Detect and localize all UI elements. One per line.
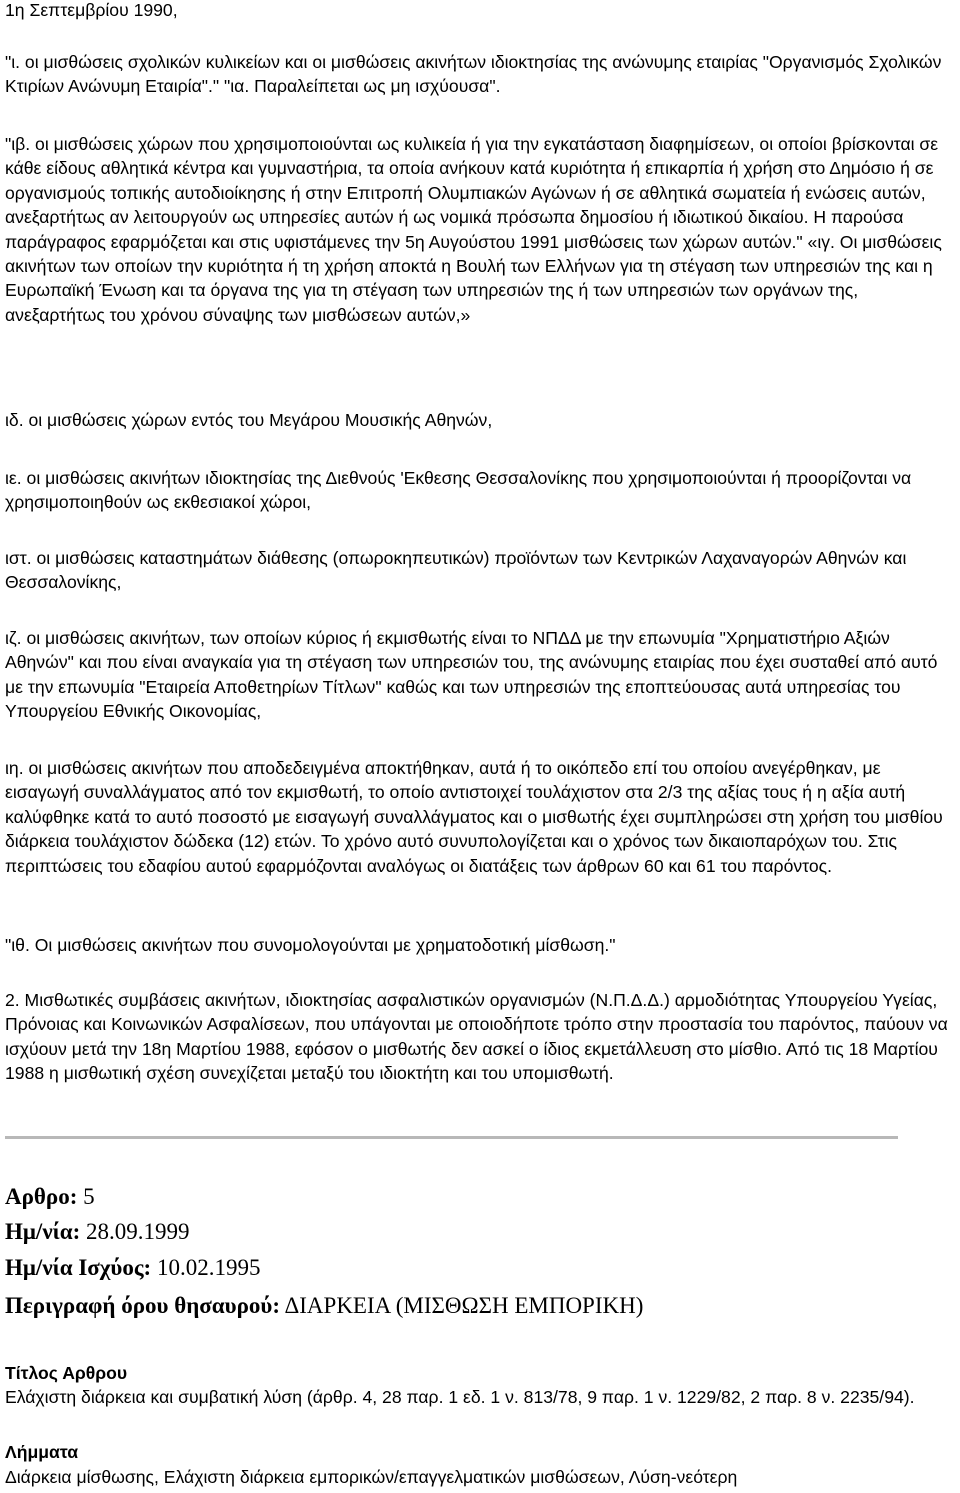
lemmas-text: Διάρκεια μίσθωσης, Ελάχιστη διάρκεια εμπορικών/επαγγελματικών μισθώσεων, Λύση-νεότερη — [5, 1467, 738, 1487]
paragraph-ist: ιστ. οι μισθώσεις καταστημάτων διάθεσης (οπωροκηπευτικών) προϊόντων των Κεντρικών Λαχαναγορών Αθηνών και Θεσσαλονίκης, — [5, 548, 907, 593]
article-number — [5, 1183, 95, 1211]
article-label: Αρθρο: — [5, 1184, 78, 1209]
article-title-text: Ελάχιστη διάρκεια και συμβατική λύση (άρθρ. 4, 28 παρ. 1 εδ. 1 ν. 813/78, 9 παρ. 1 ν. 1229/82, 2 παρ. 8 ν. 2235/94). — [5, 1387, 915, 1407]
paragraph-ib: "ιβ. οι μισθώσεις χώρων που χρησιμοποιούνται ως κυλικεία ή για την εγκατάσταση διαφημίσεων, οι οποίοι βρίσκονται σε κάθε είδους αθλητικά κέντρα και γυμναστήρια, τα οποία ανήκουν κατά κυριότητα ή επικαρπία ή χρήση στο Δημόσιο ή σε οργανισμούς τοπικής αυτοδιοίκησης ή στην Επιτροπή Ολυμπιακών Αγώνων ή σε αθλητικά σωματεία ή ενώσεις αυτών, ανεξαρτήτως αν λειτουργούν ως υπηρεσίες αυτών ή ως νομικά πρόσωπα δημοσίου ή ιδιωτικού δικαίου. Η παρούσα παράγραφος εφαρμόζεται και στις υφιστάμενες την 5η Αυγούστου 1991 μισθώσεις των χώρων αυτών." «ιγ. Οι μισθώσεις ακινήτων των οποίων την κυριότητα ή τη χρήση αποκτά η Βουλή των Ελλήνων για τη στέγαση των υπηρεσιών της και η Ευρωπαϊκή Ένωση και τα όργανα της για τη στέγαση των υπηρεσιών της ή των υπηρεσιών των οργάνων της, ανεξαρτήτως του χρόνου σύναψης των μισθώσεων αυτών,» — [5, 134, 942, 325]
paragraph-ith: "ιθ. Οι μισθώσεις ακινήτων που συνομολογούνται με χρηματοδοτική μίσθωση." — [5, 935, 616, 955]
effective-label: Ημ/νία Ισχύος: — [5, 1255, 152, 1280]
paragraph-iz: ιζ. οι μισθώσεις ακινήτων, των οποίων κύριος ή εκμισθωτής είναι το ΝΠΔΔ με την επωνυμία "Χρηματιστήριο Αξιών Αθηνών" και που είναι αναγκαία για τη στέγαση των υπηρεσιών του, της ανώνυμης εταιρίας που έχει συσταθεί από αυτό με την επωνυμία "Εταιρεία Αποθετηρίων Τίτλων" καθώς και των υπηρεσιών της εποπτεύουσας αυτά υπηρεσίας του Υπουργείου Εθνικής Οικονομίας, — [5, 628, 938, 722]
thesaurus-term — [5, 1292, 643, 1320]
horizontal-rule — [5, 1136, 898, 1139]
paragraph-ih: ιη. οι μισθώσεις ακινήτων που αποδεδειγμένα αποκτήθηκαν, αυτά ή το οικόπεδο επί του οποίου ανεγέρθηκαν, με εισαγωγή συναλλάγματος από τον εκμισθωτή, το οποίο αντιστοιχεί τουλάχιστον στα 2/3 της αξίας τους ή η αξία αυτή καλύφθηκε κατά το αυτό ποσοστό με εισαγωγή συναλλάγματος και ο μισθωτής έχει συμπληρώσει στη χρήση του μισθίου διάρκεια τουλάχιστον δώδεκα (12) ετών. Το χρόνο αυτό συνυπολογίζεται και ο χρόνος των δικαιοπαρόχων του. Στις περιπτώσεις του εδαφίου αυτού εφαρμόζονται αναλόγως οι διατάξεις των άρθρων 60 και 61 του παρόντος. — [5, 758, 943, 876]
date-value: 28.09.1999 — [80, 1219, 190, 1244]
article-title-heading: Τίτλος Αρθρου — [5, 1363, 128, 1383]
paragraph-ie: ιε. οι μισθώσεις ακινήτων ιδιοκτησίας της Διεθνούς 'Εκθεσης Θεσσαλονίκης που χρησιμοποιούνται ή προορίζονται να χρησιμοποιηθούν ως εκθεσιακοί χώροι, — [5, 468, 912, 513]
paragraph-id: ιδ. οι μισθώσεις χώρων εντός του Μεγάρου Μουσικής Αθηνών, — [5, 410, 493, 430]
thesaurus-value: ΔΙΑΡΚΕΙΑ (ΜΙΣΘΩΣΗ ΕΜΠΟΡΙΚΗ) — [279, 1293, 644, 1318]
article-date — [5, 1218, 189, 1246]
paragraph-ia: "ι. οι μισθώσεις σχολικών κυλικείων και οι μισθώσεις ακινήτων ιδιοκτησίας της ανώνυμης εταιρίας "Οργανισμός Σχολικών Κτιρίων Ανώνυμη Εταιρία"." "ια. Παραλείπεται ως μη ισχύουσα". — [5, 52, 942, 97]
lemmas-heading: Λήμματα — [5, 1442, 79, 1462]
thesaurus-label: Περιγραφή όρου θησαυρού: — [5, 1293, 280, 1318]
effective-date — [5, 1254, 260, 1282]
date-line: 1η Σεπτεμβρίου 1990, — [5, 0, 178, 20]
paragraph-2: 2. Μισθωτικές συμβάσεις ακινήτων, ιδιοκτησίας ασφαλιστικών οργανισμών (Ν.Π.Δ.Δ.) αρμοδιότητας Υπουργείου Υγείας, Πρόνοιας και Κοινωνικών Ασφαλίσεων, που υπάγονται με οποιοδήποτε τρόπο στην προστασία του παρόντος, παύουν να ισχύουν μετά την 18η Μαρτίου 1988, εφόσον ο μισθωτής δεν ασκεί ο ίδιος εκμετάλλευση στο μίσθιο. Από τις 18 Μαρτίου 1988 η μισθωτική σχέση συνεχίζεται μεταξύ του ιδιοκτήτη και του υπομισθωτή. — [5, 990, 948, 1084]
date-label: Ημ/νία: — [5, 1219, 81, 1244]
effective-value: 10.02.1995 — [151, 1255, 261, 1280]
article-value: 5 — [77, 1184, 95, 1209]
